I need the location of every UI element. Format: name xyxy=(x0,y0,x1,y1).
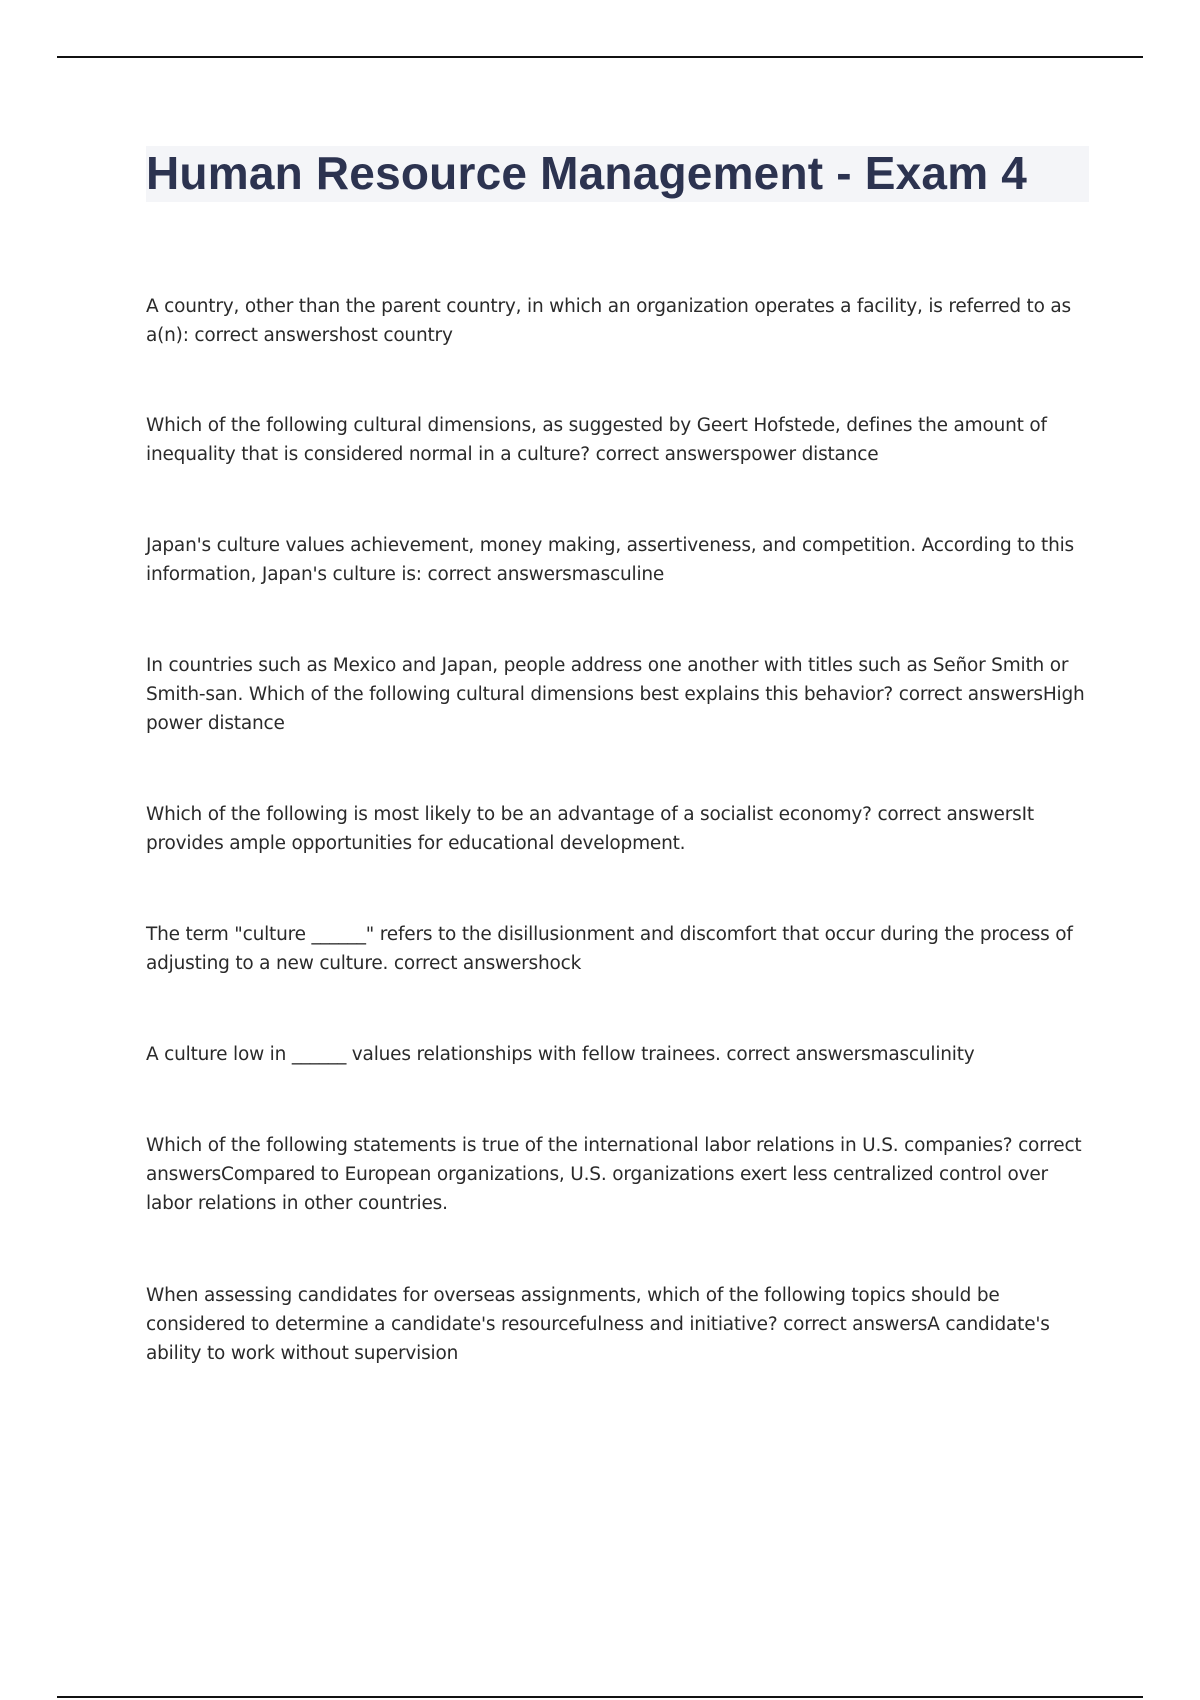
qa-item-8: Which of the following statements is true of the international labor relations in U.S. companies? correct answersCompared to European organizations, U.S. organizations exert less centralized control over labor relations in other countries. xyxy=(146,1135,1082,1214)
qa-item-2: Which of the following cultural dimensions, as suggested by Geert Hofstede, defines the amount of inequality that is considered normal in a culture? correct answerspower distance xyxy=(146,415,1047,465)
top-divider xyxy=(57,56,1143,58)
qa-item-3: Japan's culture values achievement, money making, assertiveness, and competition. According to this information, Japan's culture is: correct answersmasculine xyxy=(146,535,1074,585)
qa-item-1: A country, other than the parent country, in which an organization operates a facility, is referred to as a(n): correct answershost country xyxy=(146,296,1071,346)
page-title: Human Resource Management - Exam 4 xyxy=(146,147,1028,199)
qa-item-5: Which of the following is most likely to be an advantage of a socialist economy? correct answersIt provides ample opportunities for educational development. xyxy=(146,804,1034,854)
qa-item-7: A culture low in ______ values relationships with fellow trainees. correct answersmasculinity xyxy=(146,1044,975,1065)
qa-item-6: The term "culture ______" refers to the disillusionment and discomfort that occur during the process of adjusting to a new culture. correct answershock xyxy=(146,924,1073,974)
qa-item-4: In countries such as Mexico and Japan, people address one another with titles such as Señor Smith or Smith-san. Which of the following cultural dimensions best explains this behavior? correct answersHigh power distance xyxy=(146,655,1085,734)
bottom-divider xyxy=(57,1696,1143,1698)
qa-item-9: When assessing candidates for overseas assignments, which of the following topics should be considered to determine a candidate's resourcefulness and initiative? correct answersA candidate's ability to work without supervision xyxy=(146,1285,1050,1364)
